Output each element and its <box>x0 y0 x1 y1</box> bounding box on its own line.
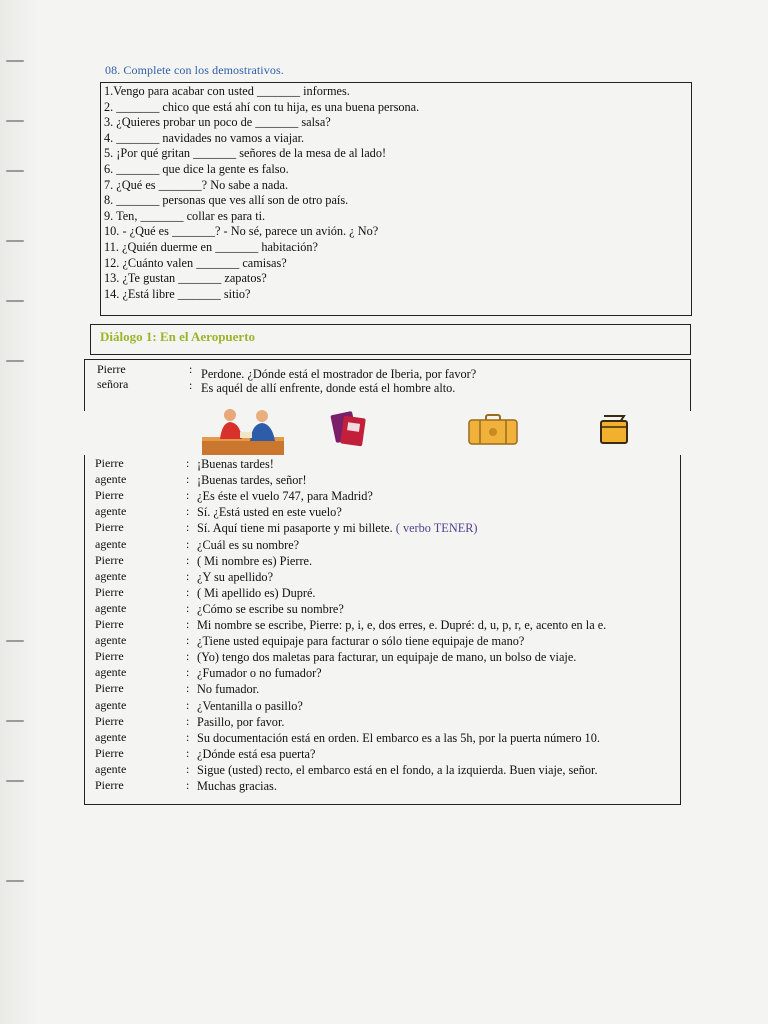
dialog-line <box>197 747 315 762</box>
binding-mark <box>6 640 24 642</box>
binding-mark <box>6 360 24 362</box>
speaker-label: Pierre <box>95 617 124 631</box>
speaker-label: agente <box>95 697 127 712</box>
dialog-line <box>197 699 303 714</box>
speaker-colon: : <box>186 649 190 664</box>
dialog-line <box>197 521 478 536</box>
dialog-line-text: ¿Tiene usted equipaje para facturar o sólo tiene equipaje de mano? <box>197 634 525 649</box>
speaker-colon: : <box>186 488 190 503</box>
speaker-colon: : <box>186 665 190 680</box>
dialog-line-text: Sigue (usted) recto, el embarco está en el fondo, a la izquierda. Buen viaje, señor. <box>197 762 598 777</box>
grammar-note: ( verbo TENER) <box>395 521 478 536</box>
counter-scene-illustration <box>200 405 286 457</box>
speaker-colon: : <box>186 520 190 535</box>
dialog-line-text: No fumador. <box>197 682 260 697</box>
speaker-label: agente <box>95 472 127 487</box>
speaker-label: señora <box>97 377 129 391</box>
exercise-item: 11. ¿Quién duerme en _______ habitación? <box>104 239 318 254</box>
dialog-line <box>197 666 322 681</box>
exercise-item: 12. ¿Cuánto valen _______ camisas? <box>104 255 287 270</box>
binding-mark <box>6 780 24 782</box>
binding-mark <box>6 720 24 722</box>
speaker-label: Pierre <box>95 681 124 696</box>
speaker-colon: : <box>186 761 190 776</box>
speaker-colon: : <box>186 729 190 744</box>
speaker-label: Pierre <box>95 778 124 792</box>
exercise-item: 1.Vengo para acabar con usted _______ informes. <box>104 84 350 98</box>
binding-mark <box>6 60 24 62</box>
dialog-line-text: Mi nombre se escribe, Pierre: p, i, e, dos erres, e. Dupré: d, u, p, r, e, acento en la e. <box>197 618 607 632</box>
dialog-line-text: Su documentación está en orden. El embarco es a las 5h, por la puerta número 10. <box>197 730 600 745</box>
travel-bag-icon <box>598 413 630 445</box>
speaker-colon: : <box>186 713 190 728</box>
dialog-line <box>197 763 598 778</box>
exercise-list <box>104 84 419 302</box>
dialog-line-text: ( Mi nombre es) Pierre. <box>197 553 313 568</box>
dialog-line <box>197 554 312 569</box>
binding-mark <box>6 880 24 882</box>
binding-mark <box>6 170 24 172</box>
dialog-line-text: Muchas gracias. <box>197 779 277 793</box>
speaker-label: Pierre <box>95 488 124 503</box>
exercise-item: 4. _______ navidades no vamos a viajar. <box>104 130 305 145</box>
dialog-line: Perdone. ¿Dónde está el mostrador de Iberia, por favor? <box>201 367 477 381</box>
dialog-line-text: (Yo) tengo dos maletas para facturar, un equipaje de mano, un bolso de viaje. <box>197 650 577 665</box>
speaker-colon: : <box>186 633 190 648</box>
dialog-line-text: ( Mi apellido es) Dupré. <box>197 585 316 600</box>
speaker-colon: : <box>189 362 193 376</box>
speaker-label: agente <box>95 536 127 551</box>
dialog-line <box>197 570 273 585</box>
dialog-line: Es aquél de allí enfrente, donde está el hombre alto. <box>201 381 456 395</box>
dialog-line-text: Pasillo, por favor. <box>197 714 285 729</box>
exercise-item: 7. ¿Qué es _______? No sabe a nada. <box>104 177 289 192</box>
speaker-colon: : <box>186 504 190 519</box>
dialog-line <box>197 650 576 665</box>
passport-tickets-icon <box>330 407 372 449</box>
dialog-line <box>197 634 524 649</box>
dialog-line <box>197 602 344 617</box>
dialog-line-text: Sí. Aquí tiene mi pasaporte y mi billete. <box>197 521 393 536</box>
dialog-line <box>197 473 307 488</box>
dialog-line-text: ¿Y su apellido? <box>197 569 274 584</box>
speaker-colon: : <box>186 745 190 760</box>
dialog-line-text: ¿Ventanilla o pasillo? <box>197 698 303 713</box>
speaker-colon: : <box>186 697 190 712</box>
speaker-colon: : <box>186 456 190 470</box>
speaker-colon: : <box>186 778 190 792</box>
dialog-line-text: ¡Buenas tardes! <box>197 457 274 471</box>
dialog-line-text: Sí. ¿Está usted en este vuelo? <box>197 505 342 520</box>
speaker-label: Pierre <box>95 552 124 567</box>
exercise-item: 3. ¿Quieres probar un poco de _______ salsa? <box>104 115 331 130</box>
speaker-colon: : <box>186 472 190 487</box>
speaker-colon: : <box>186 536 190 551</box>
exercise-item: 6. _______ que dice la gente es falso. <box>104 161 289 176</box>
exercise-item: 2. _______ chico que está ahí con tu hija, es una buena persona. <box>104 99 420 114</box>
dialog-line-text: ¿Cómo se escribe su nombre? <box>197 601 344 616</box>
exercise-item: 9. Ten, _______ collar es para ti. <box>104 208 266 223</box>
speaker-label: agente <box>95 504 127 519</box>
dialog-line <box>197 538 299 553</box>
speaker-colon: : <box>186 681 190 696</box>
speaker-colon: : <box>186 552 190 567</box>
binding-mark <box>6 120 24 122</box>
speaker-label: agente <box>95 633 127 648</box>
speaker-label: agente <box>95 568 127 583</box>
speaker-label: Pierre <box>95 456 124 470</box>
dialog-line <box>197 682 259 697</box>
speaker-label: Pierre <box>95 649 124 664</box>
exercise-item: 14. ¿Está libre _______ sitio? <box>104 286 251 301</box>
dialog-line <box>197 731 600 746</box>
dialog-line <box>197 586 316 601</box>
dialog-line <box>197 715 284 730</box>
dialog-line <box>197 457 274 472</box>
dialog-line-text: ¿Fumador o no fumador? <box>197 666 322 681</box>
exercise-item: 5. ¡Por qué gritan _______ señores de la mesa de al lado! <box>104 146 387 161</box>
speaker-label: Pierre <box>95 584 124 599</box>
exercise-item: 8. _______ personas que ves allí son de otro país. <box>104 193 349 208</box>
dialog-line-text: ¡Buenas tardes, señor! <box>197 473 307 488</box>
binding-mark <box>6 300 24 302</box>
speaker-label: Pierre <box>95 713 124 728</box>
speaker-label: Pierre <box>95 745 124 760</box>
dialog-line-text: ¿Dónde está esa puerta? <box>197 746 316 761</box>
speaker-label: agente <box>95 600 127 615</box>
dialog-line <box>197 505 342 520</box>
speaker-label: agente <box>95 665 127 680</box>
dialog-title: Diálogo 1: En el Aeropuerto <box>100 329 256 344</box>
speaker-label: agente <box>95 761 127 776</box>
page-margin <box>0 0 38 1024</box>
exercise-title: 08. Complete con los demostrativos. <box>105 63 284 77</box>
dialog-line-text: ¿Es éste el vuelo 747, para Madrid? <box>197 489 373 504</box>
binding-mark <box>6 240 24 242</box>
dialog-line-text: ¿Cuál es su nombre? <box>197 537 300 552</box>
speaker-colon: : <box>186 568 190 583</box>
speaker-label: agente <box>95 729 127 744</box>
speaker-colon: : <box>186 600 190 615</box>
dialog-line <box>197 618 606 633</box>
speaker-colon: : <box>186 617 190 631</box>
suitcase-icon <box>468 414 518 446</box>
exercise-item: 13. ¿Te gustan _______ zapatos? <box>104 271 267 286</box>
exercise-item: 10. - ¿Qué es _______? - No sé, parece un avión. ¿ No? <box>104 224 379 239</box>
dialog-line <box>197 489 373 504</box>
speaker-label: Pierre <box>97 362 126 376</box>
speaker-label: Pierre <box>95 520 124 535</box>
speaker-colon: : <box>186 584 190 599</box>
dialog-line <box>197 779 277 794</box>
speaker-colon: : <box>189 378 193 392</box>
